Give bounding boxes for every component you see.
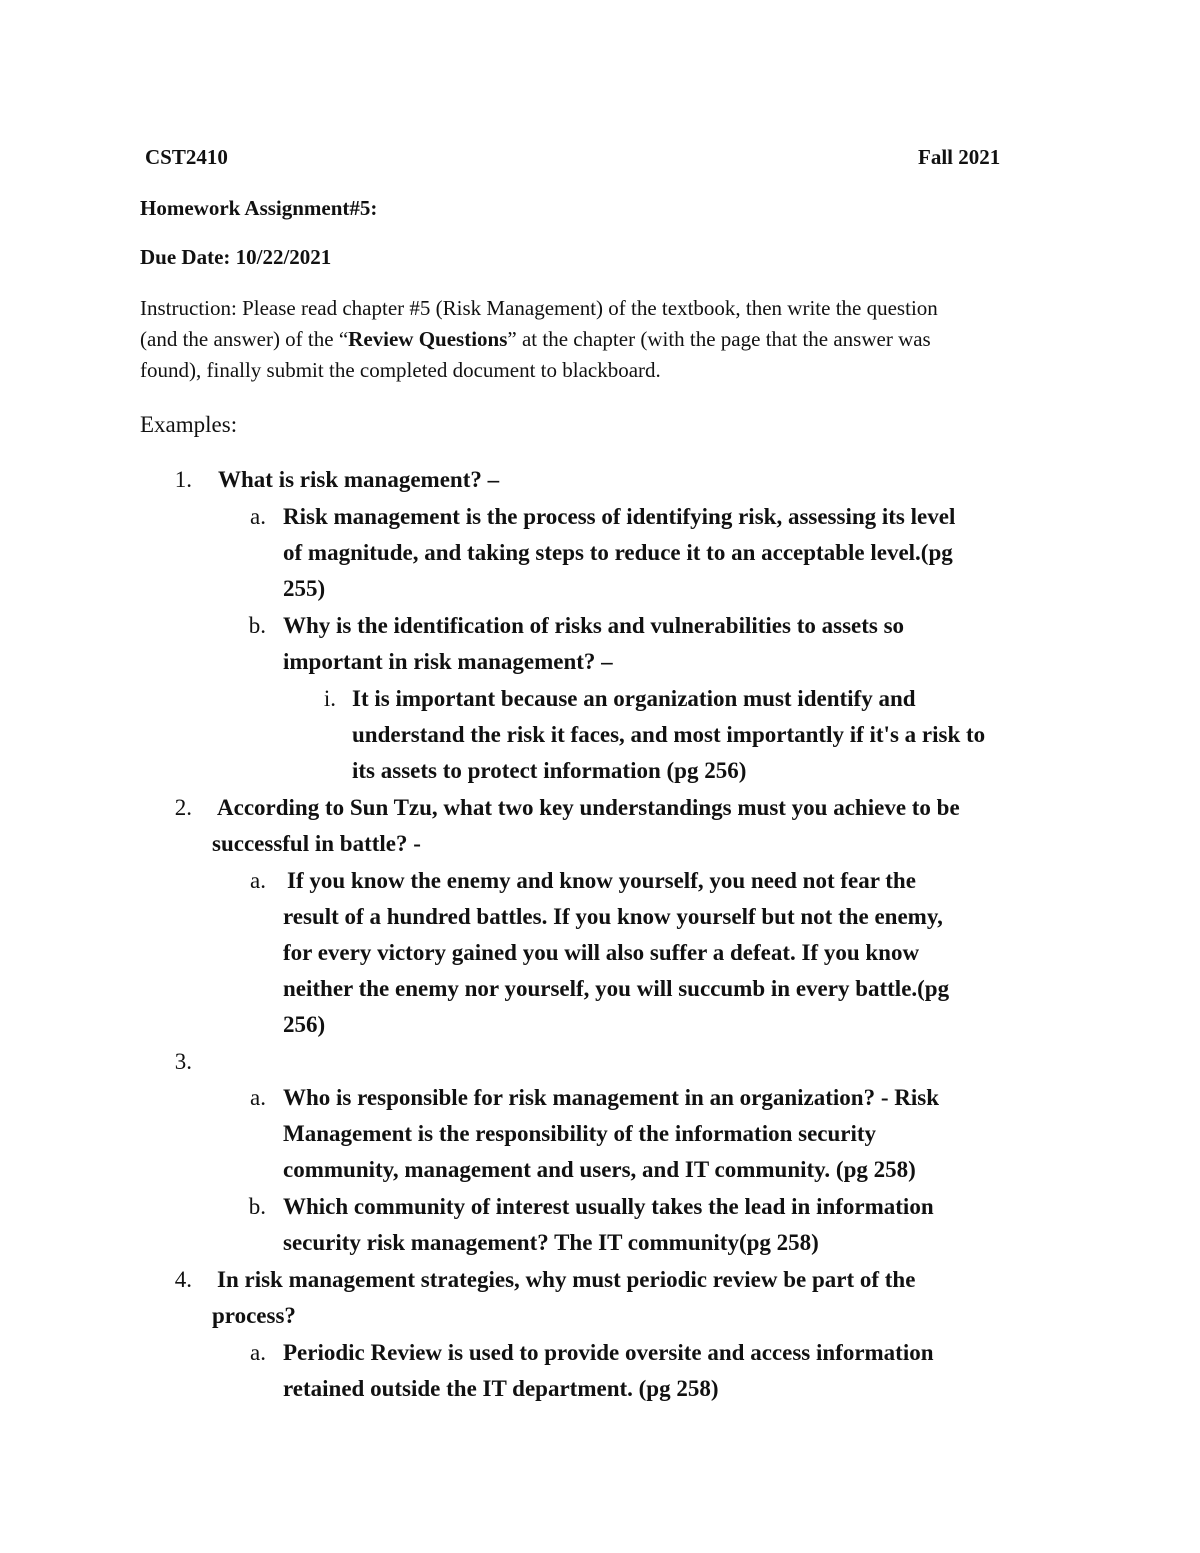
question-4-line-2: process? — [212, 1303, 296, 1328]
marker-3b: b. — [248, 1194, 266, 1219]
answer-4a-line-1: Periodic Review is used to provide oversite and access information — [283, 1340, 934, 1365]
answer-3a-line-1: Who is responsible for risk management in an organization? - Risk — [283, 1085, 939, 1110]
marker-1b: b. — [248, 613, 266, 638]
question-2-line-2: successful in battle? - — [212, 831, 421, 856]
answer-1b-i-line-1: It is important because an organization must identify and — [352, 686, 916, 711]
answer-4a-line-2: retained outside the IT department. (pg 258) — [283, 1376, 719, 1401]
answer-2a-line-5: 256) — [283, 1012, 326, 1037]
answer-2a-line-3: for every victory gained you will also suffer a defeat. If you know — [283, 940, 920, 965]
list-number-4: 4. — [174, 1267, 192, 1292]
answer-1a-line-2: of magnitude, and taking steps to reduce it to an acceptable level.(pg — [283, 540, 953, 565]
answer-1b-i-line-2: understand the risk it faces, and most importantly if it's a risk to — [352, 722, 986, 747]
marker-1b-i: i. — [323, 686, 336, 711]
marker-4a: a. — [250, 1340, 266, 1365]
due-date: Due Date: 10/22/2021 — [140, 245, 332, 269]
marker-2a: a. — [250, 868, 266, 893]
examples-label: Examples: — [140, 412, 238, 437]
marker-1a: a. — [250, 504, 266, 529]
question-1b-line-1: Why is the identification of risks and vulnerabilities to assets so — [283, 613, 905, 638]
answer-3a-line-3: community, management and users, and IT community. (pg 258) — [283, 1157, 916, 1182]
list-number-1: 1. — [174, 467, 192, 492]
instruction-line-2: (and the answer) of the “Review Questions” at the chapter (with the page that the answer was — [140, 327, 931, 351]
answer-1a-line-3: 255) — [283, 576, 326, 601]
instruction-line-1: Instruction: Please read chapter #5 (Risk Management) of the textbook, then write the question — [140, 296, 938, 320]
answer-3a-line-2: Management is the responsibility of the information security — [283, 1121, 877, 1146]
answer-1b-i-line-3: its assets to protect information (pg 256) — [352, 758, 747, 783]
question-1b-line-2: important in risk management? – — [283, 649, 613, 674]
term: Fall 2021 — [918, 145, 1001, 169]
question-1: What is risk management? – — [218, 467, 500, 492]
answer-2a-line-2: result of a hundred battles. If you know yourself but not the enemy, — [283, 904, 943, 929]
question-4-line-1: In risk management strategies, why must periodic review be part of the — [217, 1267, 916, 1292]
assignment-title: Homework Assignment#5: — [140, 196, 378, 220]
answer-2a-line-1: If you know the enemy and know yourself, you need not fear the — [287, 868, 916, 893]
answer-3b-line-1: Which community of interest usually takes the lead in information — [283, 1194, 934, 1219]
answer-2a-line-4: neither the enemy nor yourself, you will succumb in every battle.(pg — [283, 976, 950, 1001]
marker-3a: a. — [250, 1085, 266, 1110]
instruction-line-3: found), finally submit the completed document to blackboard. — [140, 358, 661, 382]
course-code: CST2410 — [145, 145, 228, 169]
list-number-2: 2. — [174, 795, 192, 820]
answer-3b-line-2: security risk management? The IT community(pg 258) — [283, 1230, 819, 1255]
question-2-line-1: According to Sun Tzu, what two key understandings must you achieve to be — [217, 795, 960, 820]
list-number-3: 3. — [174, 1049, 192, 1074]
answer-1a-line-1: Risk management is the process of identifying risk, assessing its level — [283, 504, 956, 529]
